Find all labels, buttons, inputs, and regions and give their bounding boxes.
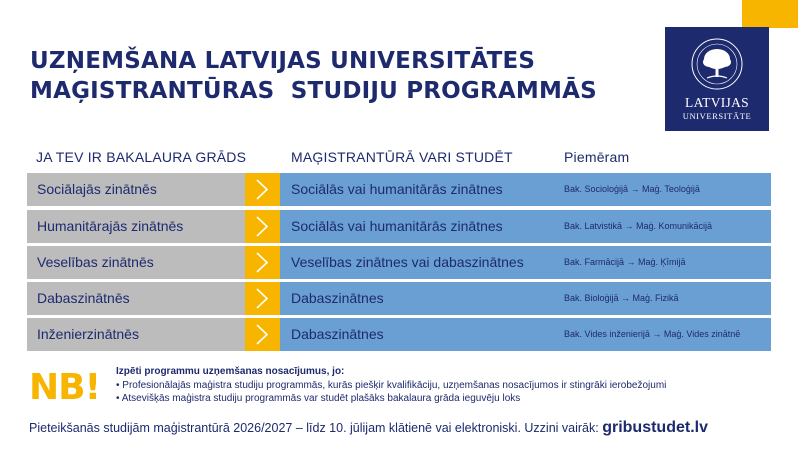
master-label: Veselības zinātnes vai dabaszinātnes bbox=[291, 254, 524, 270]
bachelor-label: Inženierzinātnēs bbox=[37, 326, 139, 342]
table-row bbox=[27, 210, 771, 243]
chevron-right-icon bbox=[245, 282, 280, 315]
bachelor-cell bbox=[27, 318, 245, 351]
nb-title: Izpēti programmu uzņemšanas nosacījumus, jo: bbox=[116, 366, 345, 377]
oak-tree-seal-icon bbox=[665, 27, 769, 97]
university-logo bbox=[665, 27, 769, 131]
master-cell bbox=[280, 282, 771, 315]
title-line-1: UZŅEMŠANA LATVIJAS UNIVERSITĀTES bbox=[30, 48, 536, 74]
page-title bbox=[30, 46, 650, 106]
bachelor-label: Humanitārajās zinātnēs bbox=[37, 218, 184, 234]
nb-label: NB! bbox=[29, 367, 100, 408]
chevron-right-icon bbox=[245, 246, 280, 279]
bachelor-cell bbox=[27, 210, 245, 243]
nb-item: • Atsevišķās maģistra studiju programmās var studēt plašāks bakalaura grāda ieguvēju loks bbox=[116, 393, 521, 404]
nb-item: • Profesionālajās maģistra studiju programmās, kurās piešķir kvalifikāciju, uzņemšanas nosacījumos ir stingrāki ierobežojumi bbox=[116, 380, 667, 391]
header-example: Piemēram bbox=[564, 149, 630, 165]
example-label: Bak. Bioloģijā → Maģ. Fizikā bbox=[564, 293, 679, 303]
table-row bbox=[27, 318, 771, 351]
bachelor-cell bbox=[27, 246, 245, 279]
bachelor-cell bbox=[27, 173, 245, 206]
table-row bbox=[27, 282, 771, 315]
chevron-right-icon bbox=[245, 173, 280, 206]
master-cell bbox=[280, 210, 771, 243]
master-cell bbox=[280, 173, 771, 206]
example-label: Bak. Farmācijā → Maģ. Ķīmijā bbox=[564, 257, 686, 267]
logo-text-latvijas: LATVIJAS bbox=[685, 95, 749, 110]
table-row bbox=[27, 246, 771, 279]
website-link[interactable]: gribustudet.lv bbox=[602, 419, 708, 436]
example-label: Bak. Vides inženierijā → Maģ. Vides zinātnē bbox=[564, 329, 741, 339]
master-cell bbox=[280, 318, 771, 351]
table-row bbox=[27, 173, 771, 206]
bachelor-label: Dabaszinātnēs bbox=[37, 290, 130, 306]
example-label: Bak. Latvistikā → Maģ. Komunikācijā bbox=[564, 221, 713, 231]
chevron-right-icon bbox=[245, 318, 280, 351]
chevron-right-icon bbox=[245, 210, 280, 243]
logo-text-universitate: UNIVERSITĀTE bbox=[682, 111, 752, 121]
header-bachelor-degree: JA TEV IR BAKALAURA GRĀDS bbox=[36, 149, 247, 165]
bachelor-cell bbox=[27, 282, 245, 315]
bachelor-label: Sociālajās zinātnēs bbox=[37, 181, 157, 197]
master-label: Sociālās vai humanitārās zinātnes bbox=[291, 218, 503, 234]
footer bbox=[29, 419, 708, 437]
footer-text: Pieteikšanās studijām maģistrantūrā 2026/2027 – līdz 10. jūlijam klātienē vai elektroniski. Uzzini vairāk: bbox=[29, 421, 603, 435]
title-line-2: MAĢISTRANTŪRAS STUDIJU PROGRAMMĀS bbox=[30, 78, 597, 104]
master-label: Dabaszinātnes bbox=[291, 326, 384, 342]
master-label: Sociālās vai humanitārās zinātnes bbox=[291, 181, 503, 197]
master-label: Dabaszinātnes bbox=[291, 290, 384, 306]
header-master-study: MAĢISTRANTŪRĀ VARI STUDĒT bbox=[291, 149, 513, 165]
master-cell bbox=[280, 246, 771, 279]
example-label: Bak. Socioloģijā → Maģ. Teoloģijā bbox=[564, 184, 700, 194]
corner-accent bbox=[742, 0, 798, 28]
bachelor-label: Veselības zinātnēs bbox=[37, 254, 154, 270]
